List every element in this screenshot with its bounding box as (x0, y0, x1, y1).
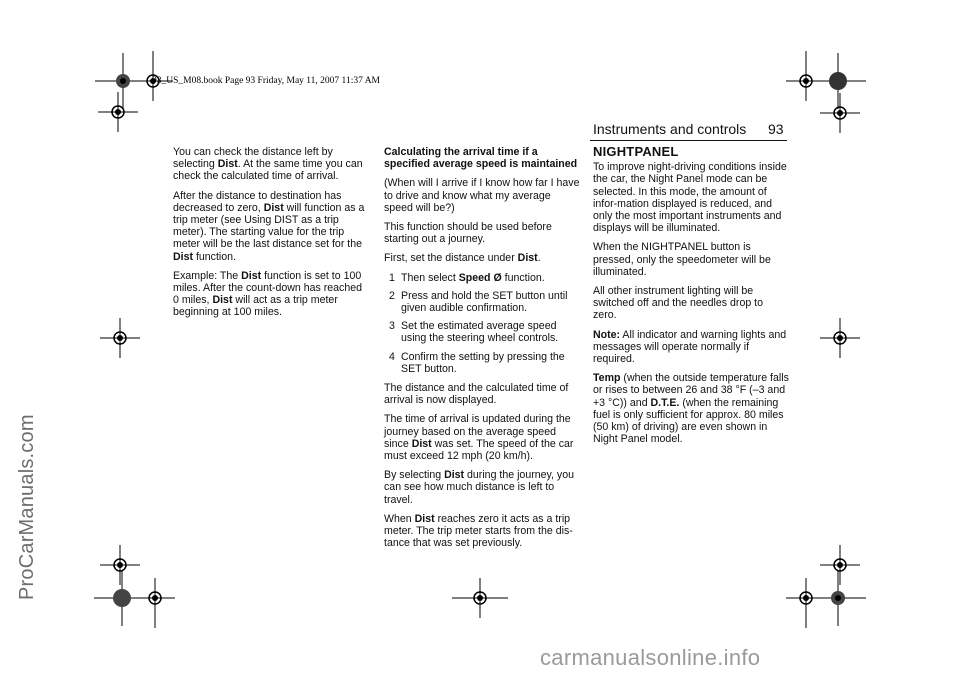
section-heading: Calculating the arrival time if a specified average speed is maintained (384, 146, 578, 171)
list-item: 1 Then select Speed Ø function. (389, 271, 545, 284)
text-column-middle (384, 146, 582, 556)
list-item: 3 Set the estimated average speed using the steering wheel controls. (389, 320, 559, 345)
header-rule (590, 140, 787, 141)
paragraph: You can check the distance left by selecting Dist. At the same time you can check the calculated time of arrival. (173, 146, 363, 183)
paragraph: Example: The Dist function is set to 100 miles. After the count-down has reached 0 miles, Dist will act as a trip meter beginning at 100 miles. (173, 269, 363, 319)
paragraph: The time of arrival is updated during the journey based on the average speed since Dist was set. The speed of the car must exceed 12 mph (20 km/h). (384, 413, 574, 463)
text-column-right (593, 146, 789, 452)
paragraph: When Dist reaches zero it acts as a trip meter. The trip meter starts from the dis-tance that was set previously. (384, 512, 573, 550)
section-heading: NIGHTPANEL (593, 144, 679, 159)
side-watermark: ProCarManuals.com (16, 414, 38, 600)
note-paragraph: Note: All indicator and warning lights and messages will operate normally if required. (593, 328, 787, 366)
paragraph: After the distance to destination has decreased to zero, Dist will function as a trip meter (see Using DIST as a trip meter). The starting value for the trip meter will be the last distance set for the Dist function. (173, 189, 365, 263)
footer-watermark: carmanualsonline.info (540, 645, 761, 670)
paragraph: All other instrument lighting will be switched off and the needles drop to zero. (593, 285, 764, 322)
text-column-left (173, 146, 369, 326)
page-number: 93 (768, 121, 784, 137)
steps-list (384, 272, 582, 375)
file-meta-line: 93_US_M08.book Page 93 Friday, May 11, 2007 11:37 AM (152, 76, 380, 86)
list-item: 4 Confirm the setting by pressing the SET button. (389, 350, 565, 375)
list-item: 2 Press and hold the SET button until given audible confirmation. (389, 289, 568, 315)
paragraph: By selecting Dist during the journey, you can see how much distance is left to travel. (384, 469, 575, 506)
paragraph: To improve night-driving conditions inside the car, the Night Panel mode can be selected. In this mode, the amount of infor-mation displayed is reduced, and only the most important instruments and displays will be illuminated. (593, 161, 787, 235)
paragraph: The distance and the calculated time of arrival is now displayed. (384, 382, 569, 407)
paragraph: Temp (when the outside temperature falls or rises to between 26 and 38 °F (–3 and +3 °C)) and D.T.E. (when the remaining fuel is only sufficient for approx. 80 miles (50 km) of driving) are even shown in Night Panel model. (593, 372, 789, 446)
paragraph: First, set the distance under Dist. (384, 252, 541, 265)
paragraph: When the NIGHTPANEL button is pressed, only the speedometer will be illuminated. (593, 241, 771, 278)
page-header-title: Instruments and controls (593, 121, 747, 137)
paragraph: This function should be used before starting out a journey. (384, 221, 552, 246)
paragraph: (When will I arrive if I know how far I have to drive and know what my average speed will be?) (384, 177, 580, 214)
